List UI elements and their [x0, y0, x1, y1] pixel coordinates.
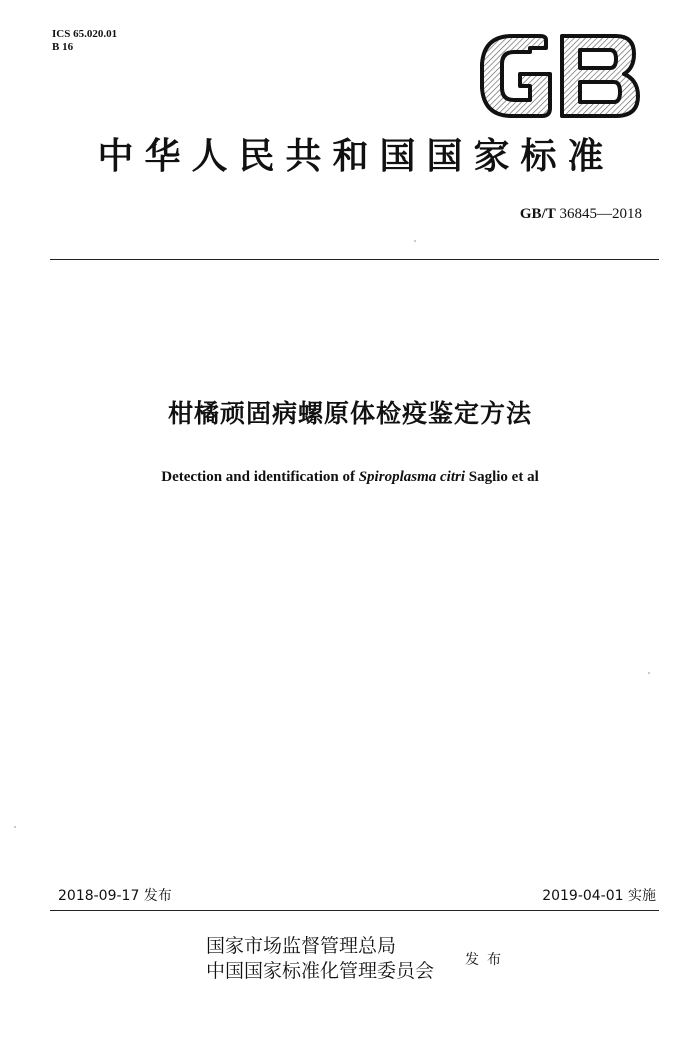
english-title-tail: Saglio et al [465, 469, 539, 485]
standard-prefix: GB/T [519, 206, 556, 222]
issuer-sac: 中国国家标准化管理委员会 [206, 960, 435, 982]
issuer-samr: 国家市场监督管理总局 [206, 935, 397, 957]
scan-speck [648, 672, 650, 674]
english-title-species: Spiroplasma citri [358, 469, 465, 485]
publish-label: 发布 [465, 952, 509, 968]
ccs-code: B 16 [52, 41, 74, 53]
english-title-lead: Detection and identification of [161, 469, 359, 485]
issuing-authorities [206, 934, 434, 984]
standard-code: 36845—2018 [559, 206, 642, 222]
bottom-divider [50, 910, 659, 911]
chinese-title: 柑橘顽固病螺原体检疫鉴定方法 [167, 399, 532, 428]
issue-date: 2018-09-17 发布 [58, 888, 172, 904]
implementation-date: 2019-04-01 实施 [542, 888, 656, 904]
english-title [0, 467, 700, 487]
scan-speck [414, 240, 416, 242]
national-standard-title: 中华人民共和国国家标准 [97, 135, 615, 177]
standard-number [520, 205, 642, 223]
scan-speck [14, 826, 16, 828]
classification-codes [52, 28, 117, 54]
top-divider [50, 259, 659, 260]
ics-code: ICS 65.020.01 [52, 28, 118, 40]
gb-logo-icon [476, 34, 642, 118]
